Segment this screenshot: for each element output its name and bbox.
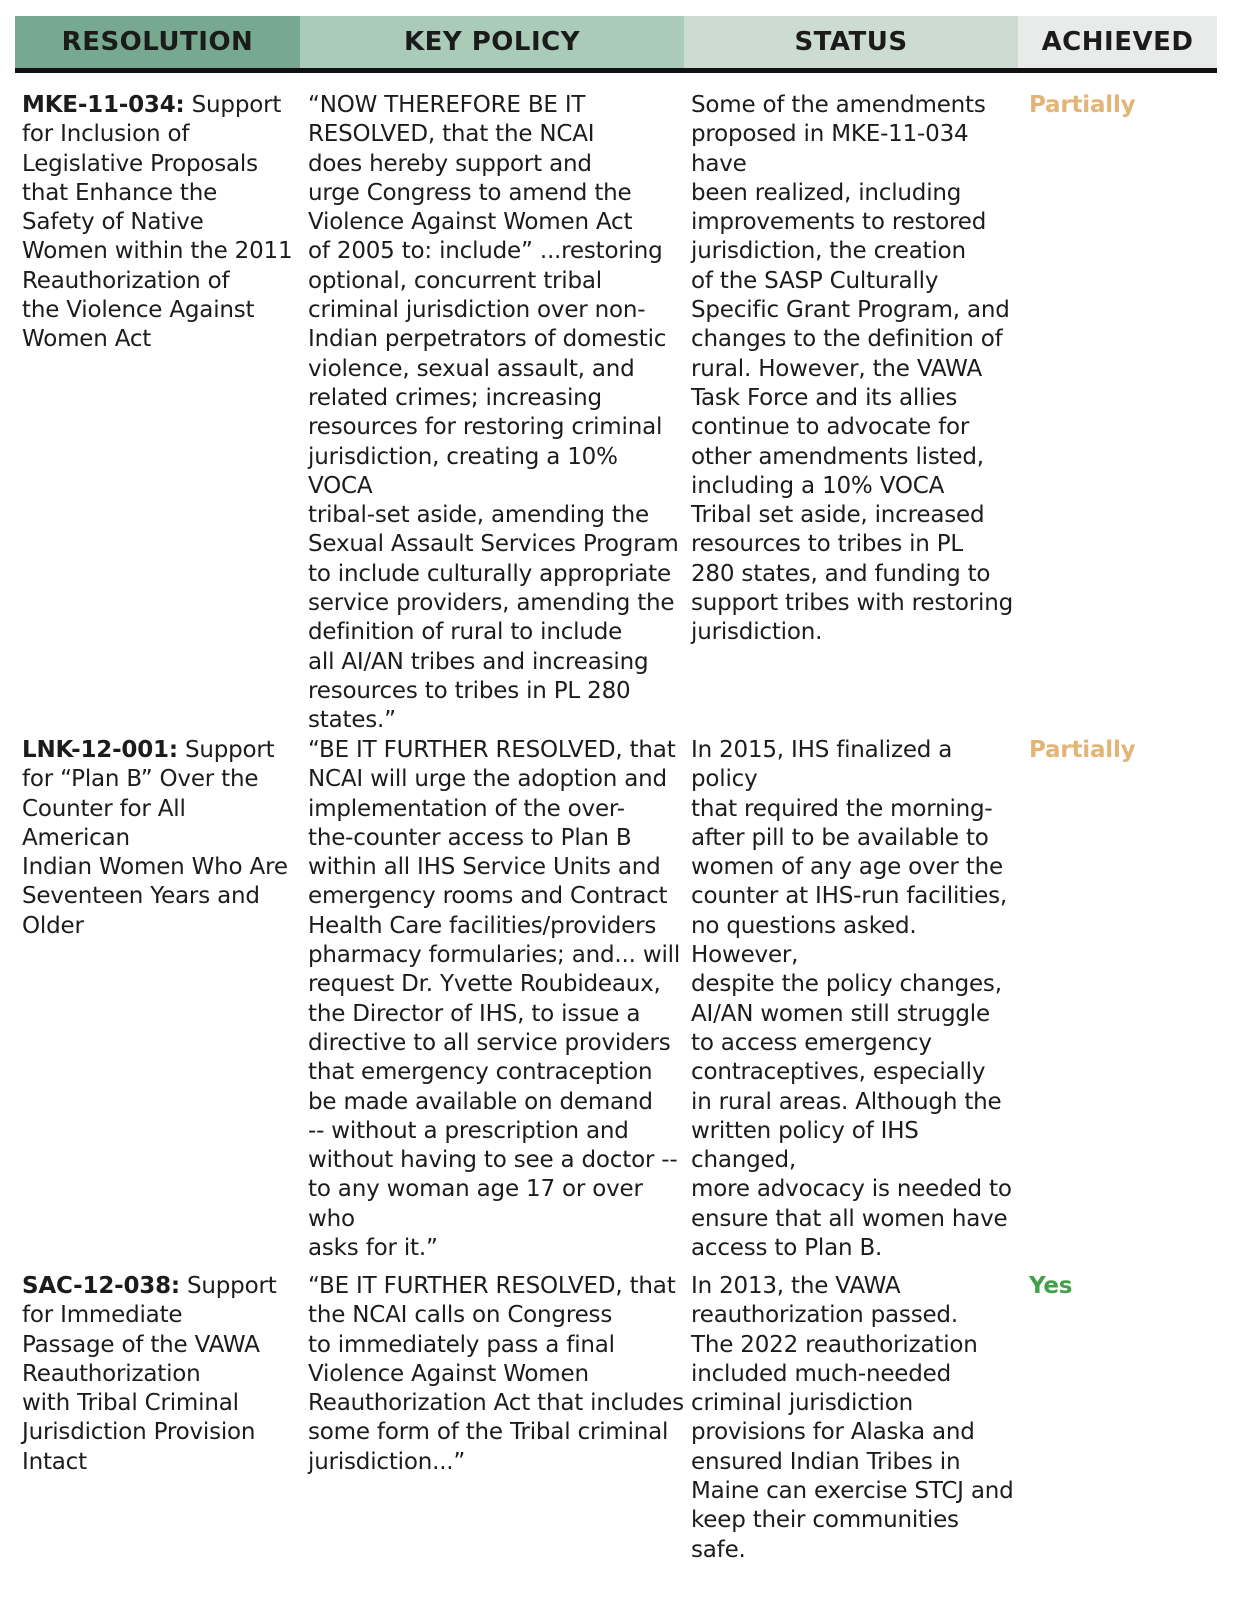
resolution-cell (15, 91, 300, 736)
column-header-status: STATUS (684, 16, 1018, 68)
resolution-title: Support for Immediate Passage of the VAWA Reauthorization with Tribal Criminal Jurisdiction Provision Intact (22, 1273, 277, 1475)
status-cell: In 2015, IHS finalized a policy that required the morning- after pill to be available to women of any age over the counter at IHS-run facilities, no questions asked. However, despite the policy changes, AI/AN women still struggle to access emergency contraceptives, especially in rural areas. Although the written policy of IHS changed, more advocacy is needed to ensure that all women have access to Plan B. (691, 737, 1012, 1262)
resolution-title: Support for Inclusion of Legislative Proposals that Enhance the Safety of Native Women within the 2011 Reauthorization of the Violence Against Women Act (22, 92, 293, 353)
table-header (15, 16, 1217, 73)
column-header-achieved: ACHIEVED (1018, 16, 1217, 68)
resolution-code: MKE-11-034: (22, 92, 185, 118)
status-cell: Some of the amendments proposed in MKE-11-034 have been realized, including improvements to restored jurisdiction, the creation of the SASP Culturally Specific Grant Program, and changes to the definition of rural. However, the VAWA Task Force and its allies continue to advocate for other amendments listed, including a 10% VOCA Tribal set aside, increased resources to tribes in PL 280 states, and funding to support tribes with restoring jurisdiction. (691, 92, 1014, 646)
key-policy-cell: “BE IT FURTHER RESOLVED, that NCAI will urge the adoption and implementation of the over- the-counter access to Plan B within all IHS Service Units and emergency rooms and Contract Health Care facilities/providers pharmacy formularies; and... will request Dr. Yvette Roubideaux, the Director of IHS, to issue a directive to all service providers that emergency contraception be made available on demand -- without a prescription and without having to see a doctor -- to any woman age 17 or over who asks for it.” (308, 737, 681, 1262)
achieved-cell: Yes (1029, 1273, 1073, 1299)
resolution-cell (15, 736, 300, 1263)
table-row (15, 91, 1217, 736)
resolution-code: LNK-12-001: (22, 737, 178, 763)
column-header-resolution: RESOLUTION (15, 16, 300, 68)
status-cell: In 2013, the VAWA reauthorization passed. The 2022 reauthorization included much-needed criminal jurisdiction provisions for Alaska and ensured Indian Tribes in Maine can exercise STCJ and keep their communities safe. (691, 1273, 1014, 1563)
resolution-title: Support for “Plan B” Over the Counter for All American Indian Women Who Are Seventeen Years and Older (22, 737, 288, 939)
column-header-key-policy: KEY POLICY (300, 16, 684, 68)
table-row (15, 736, 1217, 1263)
table-row (15, 1272, 1217, 1565)
key-policy-cell: “NOW THEREFORE BE IT RESOLVED, that the NCAI does hereby support and urge Congress to amend the Violence Against Women Act of 2005 to: include” ...restoring optional, concurrent tribal criminal jurisdiction over non- Indian perpetrators of domestic violence, sexual assault, and related crimes; increasing resources for restoring criminal jurisdiction, creating a 10% VOCA tribal-set aside, amending the Sexual Assault Services Program to include culturally appropriate service providers, amending the definition of rural to include all AI/AN tribes and increasing resources to tribes in PL 280 states.” (308, 92, 679, 734)
resolution-cell (15, 1272, 300, 1565)
achieved-cell: Partially (1029, 737, 1136, 763)
resolution-code: SAC-12-038: (22, 1273, 180, 1299)
key-policy-cell: “BE IT FURTHER RESOLVED, that the NCAI calls on Congress to immediately pass a final Violence Against Women Reauthorization Act that includes some form of the Tribal criminal jurisdiction...” (308, 1273, 684, 1475)
achieved-cell: Partially (1029, 92, 1136, 118)
resolutions-table (15, 16, 1217, 73)
